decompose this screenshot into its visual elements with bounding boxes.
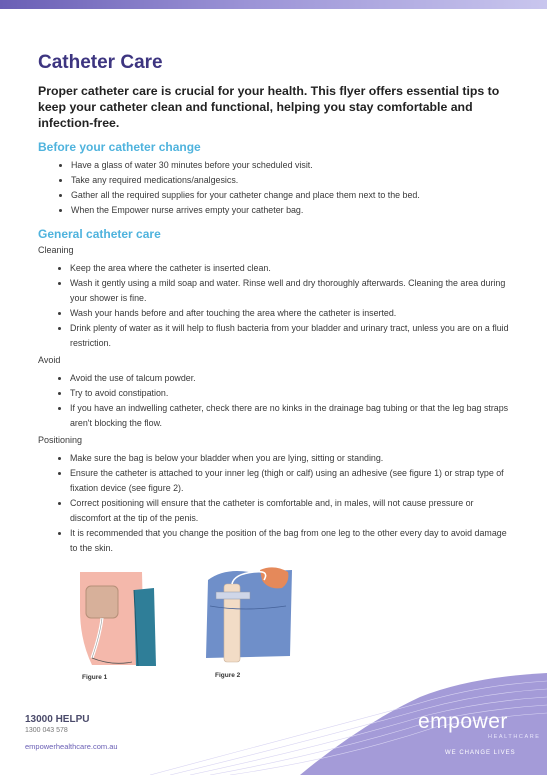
list-item: • Drink plenty of water as it will help to flush bacteria from your bladder and urinary tract, unless you are on a fluid restriction. [70,321,516,351]
list-item: • Keep the area where the catheter is inserted clean. [70,261,516,276]
list-item: • Make sure the bag is below your bladder when you are lying, sitting or standing. [70,451,516,466]
list-item: • If you have an indwelling catheter, check there are no kinks in the drainage bag tubing or that the leg bag straps aren't blocking the flow. [70,401,516,431]
list-item: • Wash your hands before and after touching the area where the catheter is inserted. [70,306,516,321]
logo-subtext: HEALTHCARE [488,734,541,740]
subheading-positioning: Positioning [38,435,83,445]
footer-phone-number: 1300 043 578 [25,727,68,734]
cleaning-list [38,261,516,351]
section-heading-general: General catheter care [38,227,161,241]
subheading-avoid: Avoid [38,355,61,365]
section-heading-before: Before your catheter change [38,140,201,154]
subheading-cleaning: Cleaning [38,245,74,255]
list-item: • Wash it gently using a mild soap and water. Rinse well and dry thoroughly afterwards. Cleaning the area during your shower is fine. [70,276,516,306]
figure-1-caption: Figure 1 [82,674,108,681]
flyer-content [38,52,516,556]
list-item: • Try to avoid constipation. [70,386,516,401]
list-item: • When the Empower nurse arrives empty your catheter bag. [71,203,516,218]
empower-logo: empower [418,710,508,733]
footer-tagline: WE CHANGE LIVES [445,750,516,756]
list-item: • Ensure the catheter is attached to your inner leg (thigh or calf) using an adhesive (see figure 1) or strap type of fixation device (see figure 2). [70,466,516,496]
page-title: Catheter Care [38,52,163,73]
positioning-list [38,451,516,556]
footer-phone-word: 13000 HELPU [25,714,90,725]
top-accent-bar [0,0,547,9]
list-item: • Gather all the required supplies for your catheter change and place them next to the bed. [71,188,516,203]
list-item: • Avoid the use of talcum powder. [70,371,516,386]
intro-paragraph: Proper catheter care is crucial for your health. This flyer offers essential tips to keep your catheter clean and functional, helping you stay comfortable and infection-free. [38,84,500,130]
before-list [38,158,516,218]
list-item: • It is recommended that you change the position of the bag from one leg to the other every day to avoid damage to the skin. [70,526,516,556]
figure-2-caption: Figure 2 [215,672,241,679]
list-item: • Have a glass of water 30 minutes before your scheduled visit. [71,158,516,173]
avoid-list [38,371,516,431]
footer-website-link[interactable]: empowerhealthcare.com.au [25,742,118,751]
list-item: • Take any required medications/analgesics. [71,173,516,188]
list-item: • Correct positioning will ensure that the catheter is comfortable and, in males, will not cause pressure or discomfort at the tip of the penis. [70,496,516,526]
